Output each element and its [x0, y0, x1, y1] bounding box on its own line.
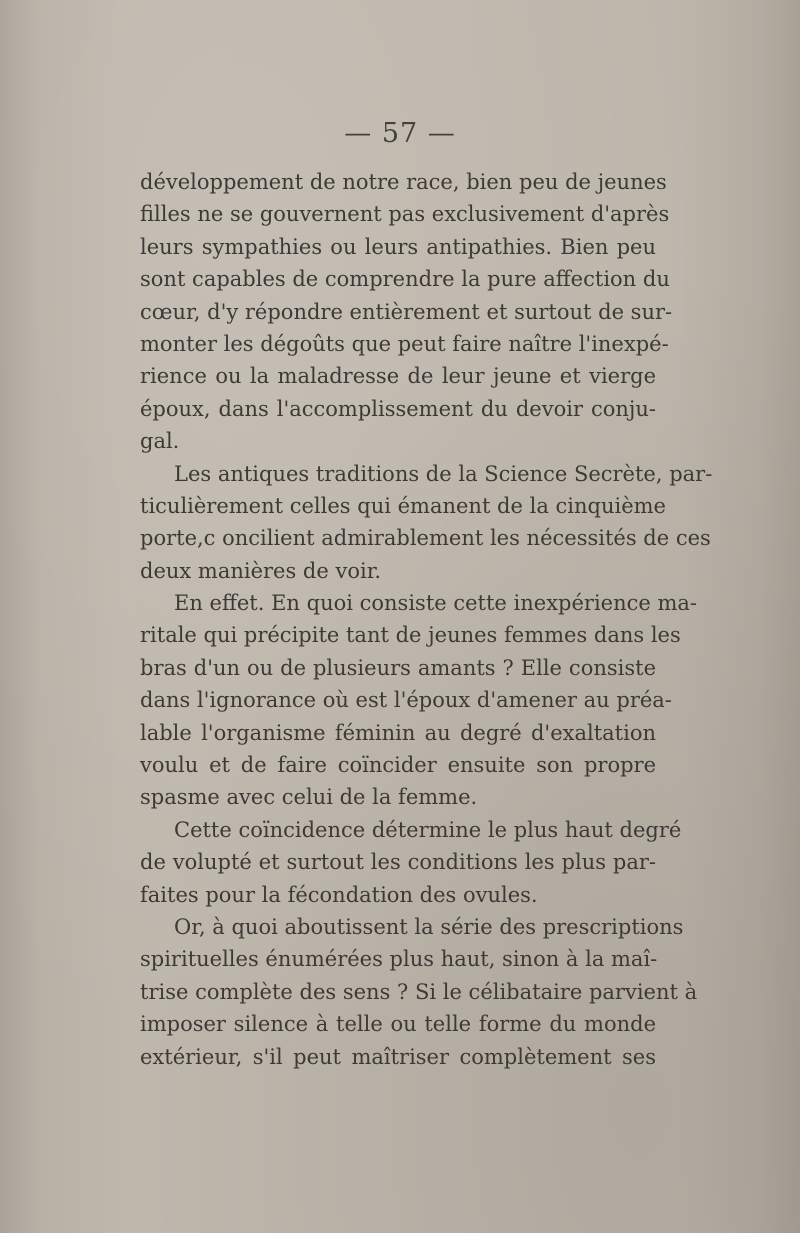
text-line: deux manières de voir.	[140, 558, 382, 583]
text-line: Les antiques traditions de la Science Secrète, par-	[174, 461, 713, 486]
text-line: dans l'ignorance où est l'époux d'amener au préa-	[140, 688, 672, 713]
text-line: En effet. En quoi consiste cette inexpérience ma-	[174, 591, 698, 616]
text-line: lable l'organisme féminin au degré d'exaltation	[140, 720, 656, 745]
text-line: époux, dans l'accomplissement du devoir conju-	[140, 396, 656, 421]
text-line: faites pour la fécondation des ovules.	[140, 882, 538, 907]
text-line: gal.	[140, 429, 180, 454]
text-line: spasme avec celui de la femme.	[140, 785, 478, 810]
text-line: Or, à quoi aboutissent la série des prescriptions	[174, 914, 684, 939]
text-line: spirituelles énumérées plus haut, sinon à la maî-	[140, 947, 658, 972]
text-line: rience ou la maladresse de leur jeune et vierge	[140, 364, 656, 389]
text-line: Cette coïncidence détermine le plus haut degré	[174, 817, 682, 842]
text-line: cœur, d'y répondre entièrement et surtout de sur-	[140, 299, 673, 324]
text-line: voulu et de faire coïncider ensuite son propre	[140, 753, 656, 778]
text-line: imposer silence à telle ou telle forme du monde	[140, 1012, 656, 1037]
text-line: leurs sympathies ou leurs antipathies. Bien peu	[140, 234, 656, 259]
text-line: développement de notre race, bien peu de jeunes	[140, 170, 667, 194]
text-line: de volupté et surtout les conditions les plus par-	[140, 850, 656, 875]
text-line: ritale qui précipite tant de jeunes femmes dans les	[140, 623, 681, 648]
text-line: extérieur, s'il peut maîtriser complètement ses	[140, 1044, 656, 1069]
text-line: filles ne se gouvernent pas exclusivement d'après	[140, 202, 670, 227]
text-line: porte,c oncilient admirablement les nécessités de ces	[140, 526, 711, 551]
text-line: bras d'un ou de plusieurs amants ? Elle consiste	[140, 655, 656, 680]
body-text	[140, 166, 713, 1073]
page-number: — 57 —	[344, 118, 456, 149]
text-line: trise complète des sens ? Si le célibataire parvient à	[140, 979, 698, 1004]
text-line: sont capables de comprendre la pure affection du	[140, 267, 670, 292]
text-line: monter les dégoûts que peut faire naître l'inexpé-	[140, 331, 669, 356]
text-line: ticulièrement celles qui émanent de la cinquième	[140, 493, 666, 518]
